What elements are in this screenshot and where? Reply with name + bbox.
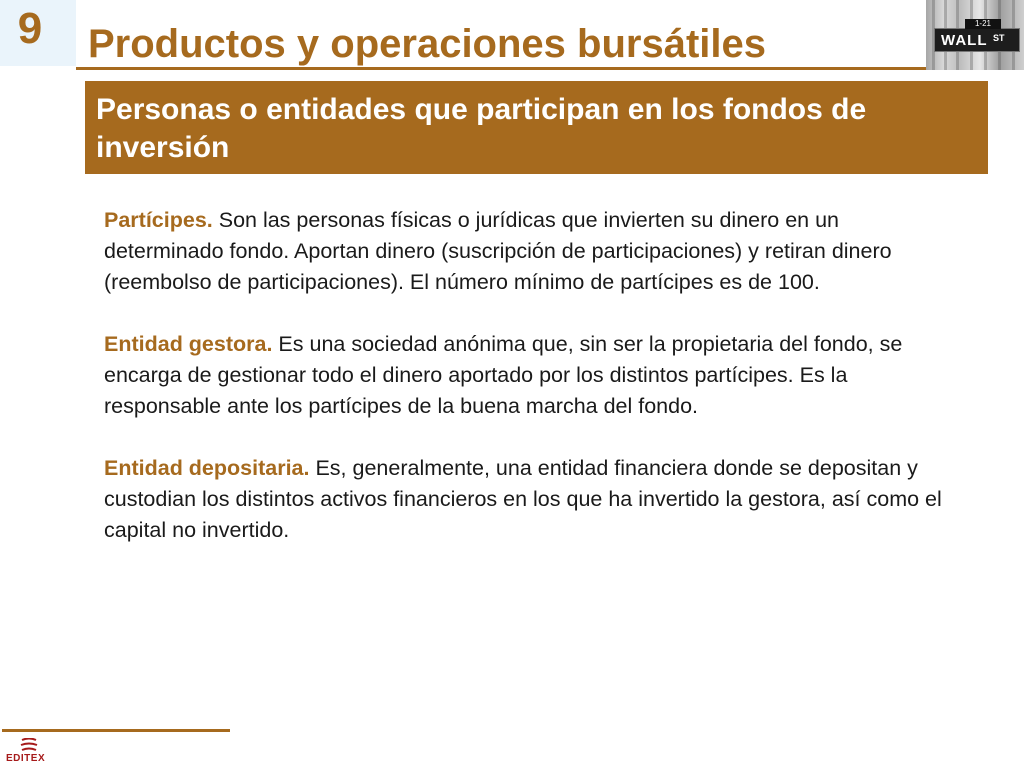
- paragraph-entidad-gestora: [104, 329, 964, 422]
- definition-entidad-depositaria: Es, generalmente, una entidad financiera donde se depositan y custodian los distintos activos financieros en los que ha invertido la gestora, así como el capital no invertido.: [104, 456, 942, 542]
- wall-street-sign-number: 1-21: [965, 19, 1001, 29]
- content-body: [104, 205, 964, 577]
- editex-logo: [6, 738, 66, 766]
- term-entidad-depositaria: Entidad depositaria.: [104, 456, 310, 480]
- paragraph-entidad-depositaria: [104, 453, 964, 546]
- term-participes: Partícipes.: [104, 208, 213, 232]
- footer-divider: [2, 729, 230, 732]
- definition-participes: Son las personas físicas o jurídicas que invierten su dinero en un determinado fondo. Aportan dinero (suscripción de participaciones) y retiran dinero (reembolso de participaciones). El número mínimo de partícipes es de 100.: [104, 208, 892, 294]
- page-title: Productos y operaciones bursátiles: [88, 22, 766, 66]
- section-banner: [85, 81, 988, 174]
- chapter-box: [0, 0, 76, 66]
- section-heading: Personas o entidades que participan en los fondos de inversión: [96, 93, 867, 164]
- term-entidad-gestora: Entidad gestora.: [104, 332, 273, 356]
- editex-logo-icon: [18, 738, 40, 752]
- header-divider: [76, 67, 1024, 70]
- paragraph-participes: [104, 205, 964, 298]
- wall-street-sign-main: WALL: [941, 32, 988, 49]
- wall-street-sign-suffix: ST: [993, 33, 1005, 43]
- chapter-number: 9: [17, 4, 43, 53]
- definition-entidad-gestora: Es una sociedad anónima que, sin ser la propietaria del fondo, se encarga de gestionar todo el dinero aportado por los distintos partícipes. Es la responsable ante los partícipes de la buena marcha del fondo.: [104, 332, 903, 418]
- wall-street-photo: [926, 0, 1024, 70]
- wall-street-sign: [934, 19, 1020, 52]
- editex-logo-text: EDITEX: [6, 753, 46, 764]
